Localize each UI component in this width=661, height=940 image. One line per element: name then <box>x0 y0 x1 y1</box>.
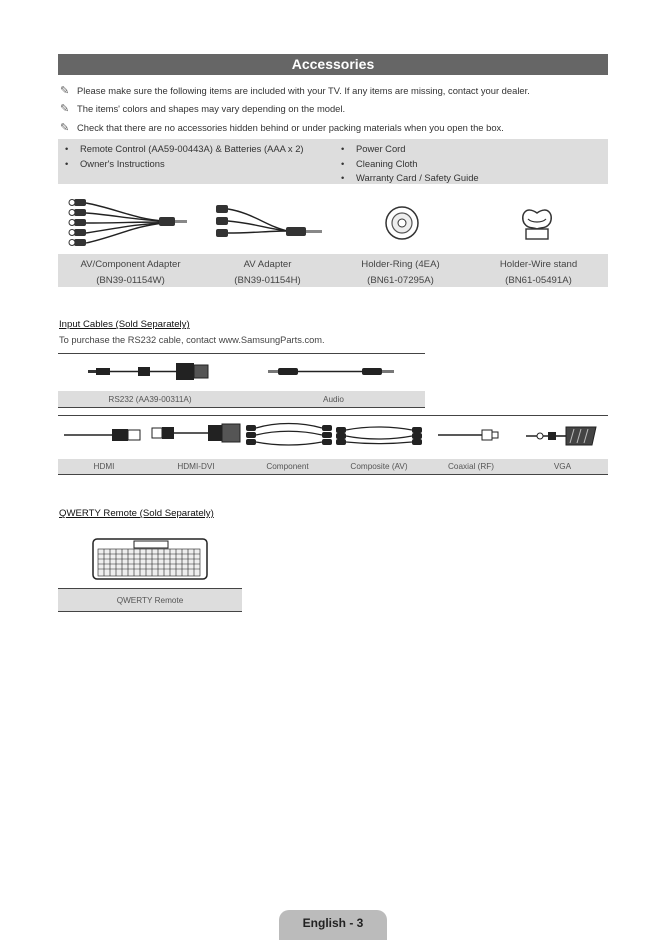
qwerty-remote-caption: QWERTY Remote <box>116 595 184 605</box>
cable-caption-audio: Audio <box>323 394 344 404</box>
accessory-name: Holder-Wire stand <box>499 259 578 270</box>
note-3-text: Check that there are no accessories hidden behind or under packing materials when you open the box. <box>77 122 504 133</box>
accessory-code: (BN61-07295A) <box>367 274 434 286</box>
accessory-captions <box>58 254 608 287</box>
accessory-code: (BN61-05491A) <box>505 274 572 286</box>
cables-row2-captions <box>58 459 608 474</box>
included-item: • Owner's Instructions <box>58 157 304 172</box>
page-number-tab: English - 3 <box>279 910 387 940</box>
accessory-caption <box>470 257 607 288</box>
note-pencil-icon: ✎ <box>60 103 70 115</box>
cable-caption-composite-av: Composite (AV) <box>350 462 408 471</box>
accessory-caption <box>332 257 469 288</box>
divider <box>58 611 242 612</box>
holder-ring-icon <box>382 193 422 253</box>
av-component-adapter-icon <box>64 193 194 253</box>
cable-caption-vga: VGA <box>553 462 572 471</box>
section-header-accessories: Accessories <box>58 54 608 75</box>
cable-caption-rs232: RS232 (AA39-00311A) <box>108 394 192 404</box>
divider <box>58 353 425 354</box>
qwerty-remote-caption-bar <box>58 589 242 611</box>
note-pencil-icon: ✎ <box>60 85 70 97</box>
divider <box>58 407 425 408</box>
included-items-box <box>58 139 608 184</box>
included-item: • Warranty Card / Safety Guide <box>334 171 479 186</box>
cable-caption-hdmi-dvi: HDMI-DVI <box>177 462 215 471</box>
component-cable-icon <box>246 420 332 450</box>
audio-cable-icon <box>266 362 398 382</box>
accessory-caption <box>62 257 199 288</box>
accessory-code: (BN39-01154W) <box>96 274 165 286</box>
included-list-left <box>58 142 304 171</box>
included-item: • Remote Control (AA59-00443A) & Batteries (AAA x 2) <box>58 142 304 157</box>
rs232-cable-icon <box>86 358 214 386</box>
vga-cable-icon <box>526 422 600 450</box>
composite-av-cable-icon <box>336 422 422 448</box>
accessory-code: (BN39-01154H) <box>234 274 301 286</box>
note-2-text: The items' colors and shapes may vary depending on the model. <box>77 103 346 114</box>
hdmi-dvi-cable-icon <box>150 420 242 448</box>
hdmi-cable-icon <box>64 423 144 447</box>
note-2 <box>60 102 345 115</box>
cables-row1-captions <box>58 391 425 407</box>
accessory-name: Holder-Ring (4EA) <box>361 259 440 270</box>
coaxial-rf-cable-icon <box>438 427 500 443</box>
note-pencil-icon: ✎ <box>60 122 70 134</box>
qwerty-remote-icon <box>92 538 208 580</box>
included-item: • Power Cord <box>334 142 479 157</box>
note-1 <box>60 84 530 97</box>
accessory-caption <box>199 257 336 288</box>
cable-caption-component: Component <box>266 462 309 471</box>
divider <box>58 415 608 416</box>
divider <box>58 474 608 475</box>
cable-caption-hdmi: HDMI <box>93 462 115 471</box>
cable-caption-coaxial-rf: Coaxial (RF) <box>448 462 494 471</box>
note-3 <box>60 121 504 134</box>
av-adapter-icon <box>208 193 330 253</box>
input-cables-subtitle: To purchase the RS232 cable, contact www.SamsungParts.com. <box>59 335 325 345</box>
included-list-right <box>334 142 479 186</box>
input-cables-title: Input Cables (Sold Separately) <box>59 319 190 330</box>
note-1-text: Please make sure the following items are included with your TV. If any items are missing, contact your dealer. <box>77 85 530 96</box>
accessory-name: AV/Component Adapter <box>80 259 181 270</box>
accessory-name: AV Adapter <box>243 259 292 270</box>
included-item: • Cleaning Cloth <box>334 157 479 172</box>
holder-wire-stand-icon <box>516 193 558 253</box>
qwerty-remote-title: QWERTY Remote (Sold Separately) <box>59 508 214 519</box>
